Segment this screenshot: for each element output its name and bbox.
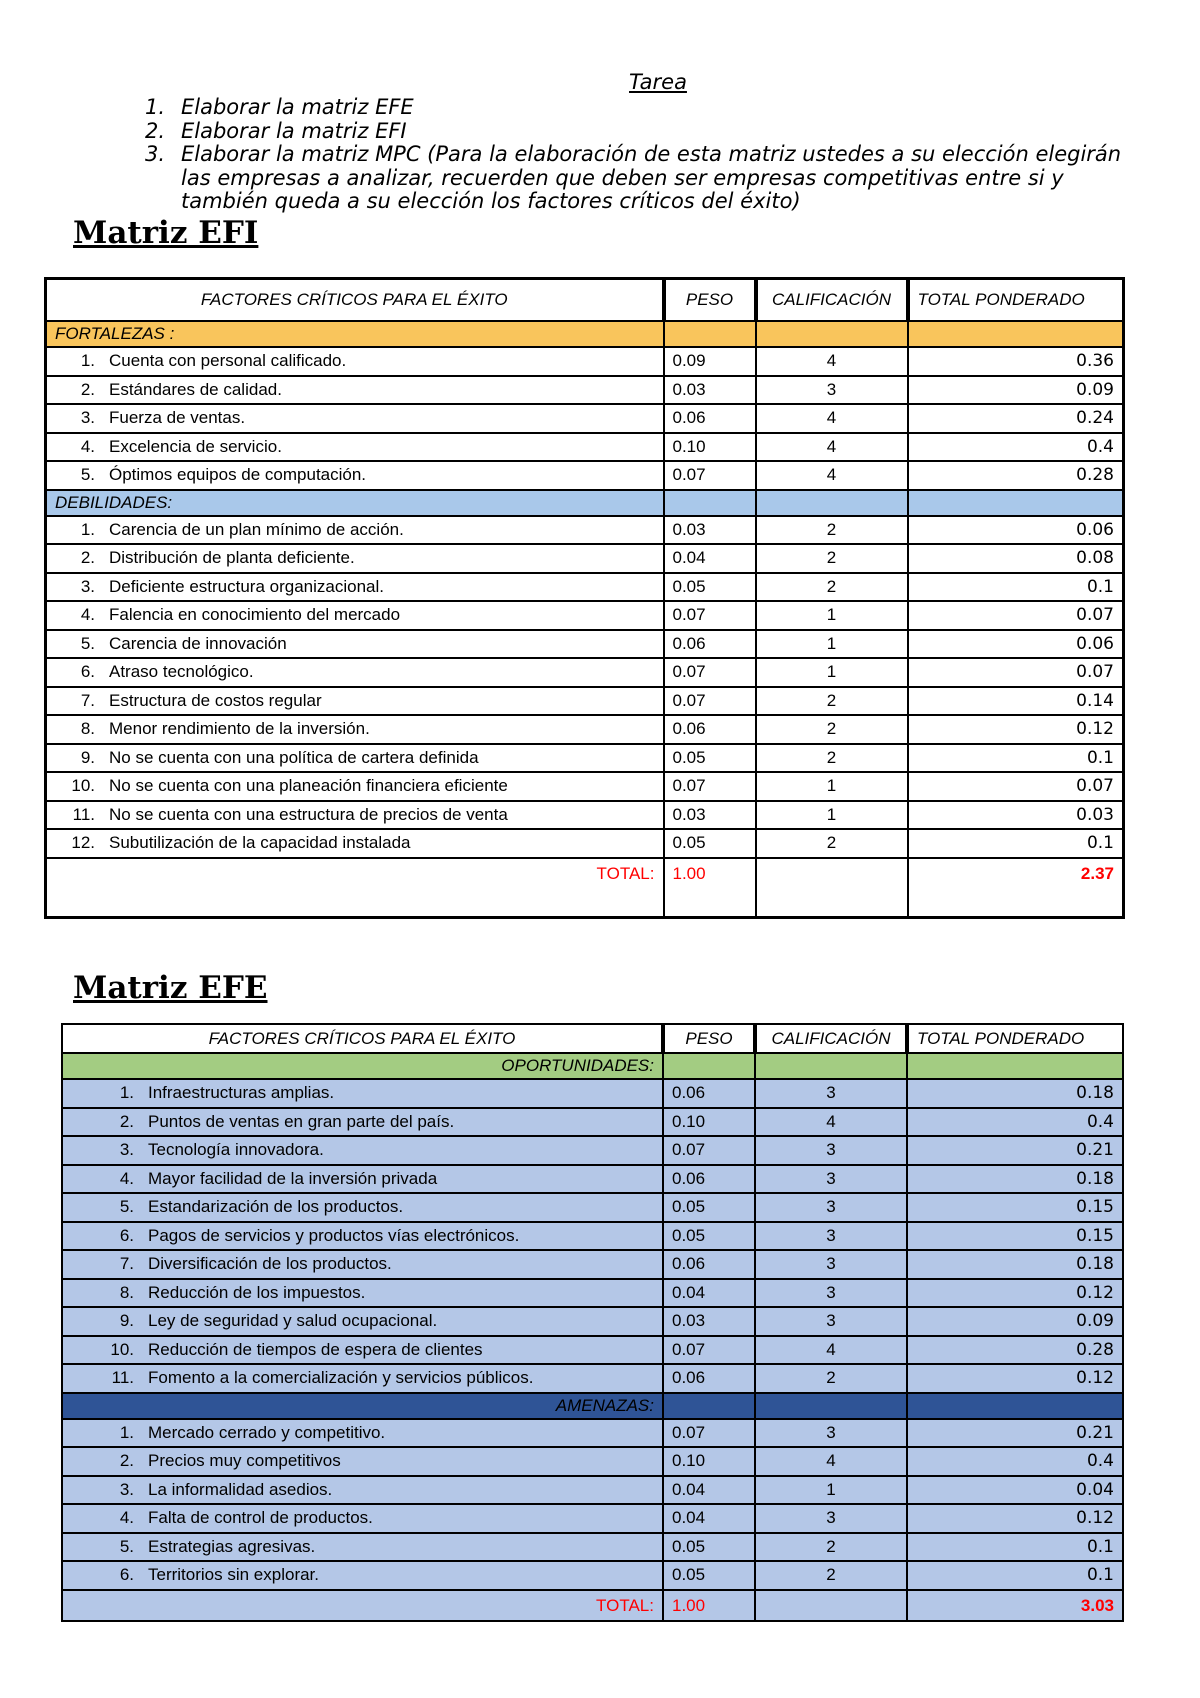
task-text: Elaborar la matriz EFI <box>181 118 407 143</box>
factor-cell <box>62 1250 663 1279</box>
total-ponderado-cell: 0.4 <box>907 1447 1123 1476</box>
table-row <box>62 1476 1123 1505</box>
factor-text: Mercado cerrado y competitivo. <box>148 1422 386 1442</box>
peso-cell: 0.07 <box>664 772 756 801</box>
table-row <box>62 1108 1123 1137</box>
factor-text: Fuerza de ventas. <box>109 408 246 428</box>
table-row <box>46 772 1124 801</box>
peso-cell: 0.07 <box>663 1336 755 1365</box>
row-number: 6. <box>119 1225 134 1245</box>
peso-cell: 0.04 <box>663 1504 755 1533</box>
header-calificacion: CALIFICACIÓN <box>755 1024 907 1053</box>
peso-cell: 0.05 <box>664 573 756 602</box>
total-ponderado-cell: 0.12 <box>907 1504 1123 1533</box>
factor-cell <box>62 1419 663 1448</box>
row-number: 1. <box>119 1083 134 1103</box>
total-ponderado-cell: 0.06 <box>908 516 1124 545</box>
table-row <box>62 1447 1123 1476</box>
total-ponderado-cell: 0.08 <box>908 544 1124 573</box>
factor-text: Cuenta con personal calificado. <box>109 351 347 371</box>
calificacion-cell: 1 <box>756 658 908 687</box>
factor-text: Ley de seguridad y salud ocupacional. <box>148 1311 438 1331</box>
peso-cell: 0.05 <box>663 1561 755 1590</box>
table-row <box>62 1250 1123 1279</box>
factor-text: Infraestructuras amplias. <box>148 1083 335 1103</box>
empty-cell <box>663 1053 755 1079</box>
empty-cell <box>908 321 1124 347</box>
section-amenazas <box>62 1393 1123 1419</box>
row-number: 12. <box>71 833 95 853</box>
row-number: 7. <box>119 1254 134 1274</box>
table-row <box>46 376 1124 405</box>
peso-cell: 0.07 <box>664 687 756 716</box>
total-ponderado-cell: 0.21 <box>907 1419 1123 1448</box>
row-number: 7. <box>80 690 95 710</box>
calificacion-cell: 3 <box>755 1079 907 1108</box>
peso-cell: 0.03 <box>664 801 756 830</box>
calificacion-cell: 2 <box>755 1561 907 1590</box>
peso-cell: 0.06 <box>663 1079 755 1108</box>
header-total-ponderado: TOTAL PONDERADO <box>907 1024 1123 1053</box>
efi-table <box>44 277 1125 919</box>
calificacion-cell: 3 <box>755 1136 907 1165</box>
factor-cell <box>62 1222 663 1251</box>
factor-text: Diversificación de los productos. <box>148 1254 392 1274</box>
row-number: 2. <box>119 1451 134 1471</box>
table-row <box>62 1193 1123 1222</box>
calificacion-cell: 1 <box>756 801 908 830</box>
table-row <box>46 829 1124 858</box>
row-number: 3. <box>80 408 95 428</box>
row-number: 4. <box>80 436 95 456</box>
table-row <box>46 433 1124 462</box>
factor-cell <box>46 801 664 830</box>
row-number: 3. <box>119 1140 134 1160</box>
factor-text: No se cuenta con una estructura de precios de venta <box>109 804 508 824</box>
table-row <box>46 744 1124 773</box>
factor-text: Reducción de los impuestos. <box>148 1282 366 1302</box>
total-ponderado-cell: 0.28 <box>908 461 1124 490</box>
section-label: DEBILIDADES: <box>46 490 664 516</box>
table-row <box>62 1504 1123 1533</box>
calificacion-cell: 2 <box>756 573 908 602</box>
factor-cell <box>62 1307 663 1336</box>
task-item <box>145 143 1145 214</box>
factor-text: Distribución de planta deficiente. <box>109 548 355 568</box>
peso-cell: 0.09 <box>664 347 756 376</box>
table-row <box>62 1561 1123 1590</box>
section-label: AMENAZAS: <box>62 1393 663 1419</box>
calificacion-cell: 4 <box>756 433 908 462</box>
table-row <box>62 1136 1123 1165</box>
row-number: 4. <box>80 605 95 625</box>
row-number: 5. <box>80 633 95 653</box>
total-ponderado-cell: 0.1 <box>907 1533 1123 1562</box>
factor-cell <box>62 1108 663 1137</box>
efe-header-row <box>62 1024 1123 1053</box>
total-ponderado-cell: 0.36 <box>908 347 1124 376</box>
peso-cell: 0.10 <box>663 1108 755 1137</box>
total-ponderado-cell: 0.07 <box>908 772 1124 801</box>
row-number: 6. <box>119 1565 134 1585</box>
table-row <box>62 1419 1123 1448</box>
factor-cell <box>62 1079 663 1108</box>
factor-cell <box>46 772 664 801</box>
factor-cell <box>62 1476 663 1505</box>
factor-cell <box>46 744 664 773</box>
peso-cell: 0.03 <box>663 1307 755 1336</box>
table-row <box>62 1279 1123 1308</box>
task-text: Elaborar la matriz EFE <box>181 95 414 119</box>
section-label: OPORTUNIDADES: <box>62 1053 663 1079</box>
calificacion-cell: 3 <box>756 376 908 405</box>
calificacion-cell: 1 <box>756 630 908 659</box>
calificacion-cell: 3 <box>755 1165 907 1194</box>
efe-title: Matriz EFE <box>73 970 268 1006</box>
table-row <box>46 347 1124 376</box>
calificacion-cell: 3 <box>755 1250 907 1279</box>
peso-cell: 0.06 <box>664 630 756 659</box>
calificacion-cell: 3 <box>755 1193 907 1222</box>
total-label: TOTAL: <box>62 1590 663 1621</box>
task-list <box>145 96 1145 214</box>
total-label: TOTAL: <box>46 858 664 918</box>
factor-text: Estructura de costos regular <box>109 690 322 710</box>
calificacion-cell: 2 <box>756 715 908 744</box>
total-peso: 1.00 <box>664 858 756 918</box>
row-number: 11. <box>111 1368 134 1388</box>
total-ponderado-cell: 0.09 <box>907 1307 1123 1336</box>
task-number: 2. <box>145 118 166 143</box>
row-number: 1. <box>119 1422 134 1442</box>
table-row <box>46 687 1124 716</box>
calificacion-cell: 2 <box>756 544 908 573</box>
row-number: 10. <box>71 776 95 796</box>
efi-header-row <box>46 279 1124 322</box>
calificacion-cell: 3 <box>755 1222 907 1251</box>
factor-text: Reducción de tiempos de espera de clientes <box>148 1339 483 1359</box>
total-ponderado-cell: 0.15 <box>907 1222 1123 1251</box>
factor-text: No se cuenta con una planeación financiera eficiente <box>109 776 508 796</box>
peso-cell: 0.06 <box>663 1250 755 1279</box>
peso-cell: 0.05 <box>663 1533 755 1562</box>
calificacion-cell: 4 <box>756 404 908 433</box>
factor-text: Carencia de un plan mínimo de acción. <box>109 519 404 539</box>
peso-cell: 0.03 <box>664 516 756 545</box>
factor-text: Territorios sin explorar. <box>148 1565 320 1585</box>
table-row <box>46 544 1124 573</box>
empty-cell <box>664 321 756 347</box>
header-peso: PESO <box>664 279 756 322</box>
factor-text: Puntos de ventas en gran parte del país. <box>148 1111 455 1131</box>
factor-cell <box>46 404 664 433</box>
total-ponderado-cell: 0.06 <box>908 630 1124 659</box>
calificacion-cell: 3 <box>755 1279 907 1308</box>
total-ponderado-value: 3.03 <box>907 1590 1123 1621</box>
factor-text: La informalidad asedios. <box>148 1479 333 1499</box>
factor-text: Subutilización de la capacidad instalada <box>109 833 411 853</box>
header-factor: FACTORES CRÍTICOS PARA EL ÉXITO <box>62 1024 663 1053</box>
row-number: 2. <box>80 548 95 568</box>
peso-cell: 0.10 <box>663 1447 755 1476</box>
factor-cell <box>62 1136 663 1165</box>
total-ponderado-cell: 0.03 <box>908 801 1124 830</box>
factor-cell <box>46 347 664 376</box>
row-number: 1. <box>80 519 95 539</box>
total-ponderado-cell: 0.24 <box>908 404 1124 433</box>
table-row <box>46 630 1124 659</box>
peso-cell: 0.06 <box>664 404 756 433</box>
task-number: 1. <box>145 95 166 119</box>
efi-title: Matriz EFI <box>73 215 259 251</box>
empty-cell <box>755 1053 907 1079</box>
row-number: 4. <box>119 1508 134 1528</box>
calificacion-cell: 4 <box>756 461 908 490</box>
total-ponderado-cell: 0.4 <box>908 433 1124 462</box>
row-number: 1. <box>80 351 95 371</box>
efe-table <box>61 1023 1124 1622</box>
calificacion-cell: 2 <box>756 829 908 858</box>
factor-text: Pagos de servicios y productos vías electrónicos. <box>148 1225 520 1245</box>
empty-cell <box>755 1393 907 1419</box>
task-item <box>145 120 1145 144</box>
table-row <box>46 516 1124 545</box>
calificacion-cell: 4 <box>755 1447 907 1476</box>
table-row <box>46 404 1124 433</box>
total-ponderado-value: 2.37 <box>908 858 1124 918</box>
factor-cell <box>46 516 664 545</box>
factor-text: Deficiente estructura organizacional. <box>109 576 384 596</box>
total-ponderado-cell: 0.1 <box>908 829 1124 858</box>
factor-text: Fomento a la comercialización y servicios públicos. <box>148 1368 534 1388</box>
calificacion-cell: 3 <box>755 1307 907 1336</box>
factor-text: No se cuenta con una política de cartera definida <box>109 747 479 767</box>
factor-cell <box>62 1193 663 1222</box>
factor-text: Atraso tecnológico. <box>109 662 254 682</box>
table-row <box>46 461 1124 490</box>
factor-text: Menor rendimiento de la inversión. <box>109 719 370 739</box>
table-row <box>62 1364 1123 1393</box>
factor-cell <box>46 601 664 630</box>
peso-cell: 0.04 <box>663 1279 755 1308</box>
factor-text: Mayor facilidad de la inversión privada <box>148 1168 438 1188</box>
peso-cell: 0.04 <box>663 1476 755 1505</box>
table-row <box>62 1336 1123 1365</box>
factor-cell <box>62 1504 663 1533</box>
total-ponderado-cell: 0.09 <box>908 376 1124 405</box>
empty-cell <box>756 490 908 516</box>
empty-cell <box>907 1393 1123 1419</box>
row-number: 8. <box>80 719 95 739</box>
factor-cell <box>62 1561 663 1590</box>
empty-cell <box>756 858 908 918</box>
total-row <box>62 1590 1123 1621</box>
table-row <box>46 715 1124 744</box>
table-row <box>62 1165 1123 1194</box>
factor-cell <box>62 1447 663 1476</box>
factor-cell <box>62 1533 663 1562</box>
calificacion-cell: 3 <box>755 1419 907 1448</box>
factor-cell <box>46 573 664 602</box>
task-item <box>145 96 1145 120</box>
calificacion-cell: 1 <box>755 1476 907 1505</box>
total-ponderado-cell: 0.15 <box>907 1193 1123 1222</box>
row-number: 11. <box>72 804 95 824</box>
calificacion-cell: 1 <box>756 601 908 630</box>
row-number: 3. <box>119 1479 134 1499</box>
peso-cell: 0.07 <box>663 1136 755 1165</box>
total-ponderado-cell: 0.21 <box>907 1136 1123 1165</box>
row-number: 6. <box>80 662 95 682</box>
row-number: 5. <box>119 1536 134 1556</box>
row-number: 9. <box>80 747 95 767</box>
factor-text: Estandarización de los productos. <box>148 1197 404 1217</box>
row-number: 5. <box>80 465 95 485</box>
total-ponderado-cell: 0.18 <box>907 1079 1123 1108</box>
empty-cell <box>907 1053 1123 1079</box>
total-peso: 1.00 <box>663 1590 755 1621</box>
peso-cell: 0.04 <box>664 544 756 573</box>
total-ponderado-cell: 0.28 <box>907 1336 1123 1365</box>
factor-cell <box>46 544 664 573</box>
factor-cell <box>46 658 664 687</box>
factor-cell <box>46 829 664 858</box>
row-number: 2. <box>119 1111 134 1131</box>
peso-cell: 0.03 <box>664 376 756 405</box>
calificacion-cell: 4 <box>755 1108 907 1137</box>
factor-cell <box>46 433 664 462</box>
factor-cell <box>62 1279 663 1308</box>
header-peso: PESO <box>663 1024 755 1053</box>
empty-cell <box>908 490 1124 516</box>
table-row <box>62 1533 1123 1562</box>
total-row <box>46 858 1124 918</box>
table-row <box>46 573 1124 602</box>
table-row <box>62 1222 1123 1251</box>
peso-cell: 0.07 <box>664 658 756 687</box>
total-ponderado-cell: 0.18 <box>907 1250 1123 1279</box>
calificacion-cell: 3 <box>755 1504 907 1533</box>
factor-text: Óptimos equipos de computación. <box>109 465 367 485</box>
factor-text: Carencia de innovación <box>109 633 287 653</box>
total-ponderado-cell: 0.04 <box>907 1476 1123 1505</box>
factor-text: Excelencia de servicio. <box>109 436 282 456</box>
section-debilidades <box>46 490 1124 516</box>
factor-text: Falta de control de productos. <box>148 1508 373 1528</box>
section-fortalezas <box>46 321 1124 347</box>
row-number: 9. <box>119 1311 134 1331</box>
factor-cell <box>62 1165 663 1194</box>
table-row <box>62 1079 1123 1108</box>
table-row <box>46 801 1124 830</box>
empty-cell <box>755 1590 907 1621</box>
total-ponderado-cell: 0.07 <box>908 601 1124 630</box>
calificacion-cell: 2 <box>756 687 908 716</box>
row-number: 10. <box>110 1339 134 1359</box>
factor-cell <box>62 1364 663 1393</box>
row-number: 2. <box>80 379 95 399</box>
empty-cell <box>756 321 908 347</box>
tarea-title: Tarea <box>629 70 687 94</box>
peso-cell: 0.07 <box>664 461 756 490</box>
calificacion-cell: 2 <box>756 516 908 545</box>
peso-cell: 0.06 <box>663 1165 755 1194</box>
row-number: 4. <box>119 1168 134 1188</box>
table-row <box>46 601 1124 630</box>
factor-text: Estrategias agresivas. <box>148 1536 316 1556</box>
factor-text: Falencia en conocimiento del mercado <box>109 605 401 625</box>
header-calificacion: CALIFICACIÓN <box>756 279 908 322</box>
total-ponderado-cell: 0.12 <box>908 715 1124 744</box>
table-row <box>62 1307 1123 1336</box>
total-ponderado-cell: 0.4 <box>907 1108 1123 1137</box>
calificacion-cell: 2 <box>755 1533 907 1562</box>
row-number: 5. <box>119 1197 134 1217</box>
peso-cell: 0.07 <box>663 1419 755 1448</box>
peso-cell: 0.05 <box>663 1193 755 1222</box>
section-label: FORTALEZAS : <box>46 321 664 347</box>
row-number: 8. <box>119 1282 134 1302</box>
empty-cell <box>663 1393 755 1419</box>
section-oportunidades <box>62 1053 1123 1079</box>
peso-cell: 0.06 <box>664 715 756 744</box>
peso-cell: 0.05 <box>664 744 756 773</box>
factor-cell <box>46 376 664 405</box>
peso-cell: 0.05 <box>663 1222 755 1251</box>
total-ponderado-cell: 0.18 <box>907 1165 1123 1194</box>
factor-cell <box>46 461 664 490</box>
peso-cell: 0.06 <box>663 1364 755 1393</box>
factor-text: Precios muy competitivos <box>148 1451 341 1471</box>
row-number: 3. <box>80 576 95 596</box>
factor-cell <box>46 630 664 659</box>
factor-text: Estándares de calidad. <box>109 379 282 399</box>
peso-cell: 0.07 <box>664 601 756 630</box>
total-ponderado-cell: 0.1 <box>908 573 1124 602</box>
task-number: 3. <box>145 142 166 166</box>
table-row <box>46 658 1124 687</box>
calificacion-cell: 2 <box>755 1364 907 1393</box>
empty-cell <box>664 490 756 516</box>
total-ponderado-cell: 0.1 <box>908 744 1124 773</box>
header-factor: FACTORES CRÍTICOS PARA EL ÉXITO <box>46 279 664 322</box>
peso-cell: 0.10 <box>664 433 756 462</box>
total-ponderado-cell: 0.12 <box>907 1279 1123 1308</box>
total-ponderado-cell: 0.14 <box>908 687 1124 716</box>
calificacion-cell: 4 <box>756 347 908 376</box>
factor-cell <box>46 687 664 716</box>
calificacion-cell: 2 <box>756 744 908 773</box>
factor-cell <box>62 1336 663 1365</box>
calificacion-cell: 1 <box>756 772 908 801</box>
header-total-ponderado: TOTAL PONDERADO <box>908 279 1124 322</box>
factor-cell <box>46 715 664 744</box>
peso-cell: 0.05 <box>664 829 756 858</box>
total-ponderado-cell: 0.1 <box>907 1561 1123 1590</box>
total-ponderado-cell: 0.12 <box>907 1364 1123 1393</box>
factor-text: Tecnología innovadora. <box>148 1140 324 1160</box>
total-ponderado-cell: 0.07 <box>908 658 1124 687</box>
calificacion-cell: 4 <box>755 1336 907 1365</box>
task-text: Elaborar la matriz MPC (Para la elaboración de esta matriz ustedes a su elección elegirán las empresas a analizar, recuerden que deben ser empresas competitivas entre si y también queda a su elección los factores críticos del éxito) <box>181 142 1122 213</box>
